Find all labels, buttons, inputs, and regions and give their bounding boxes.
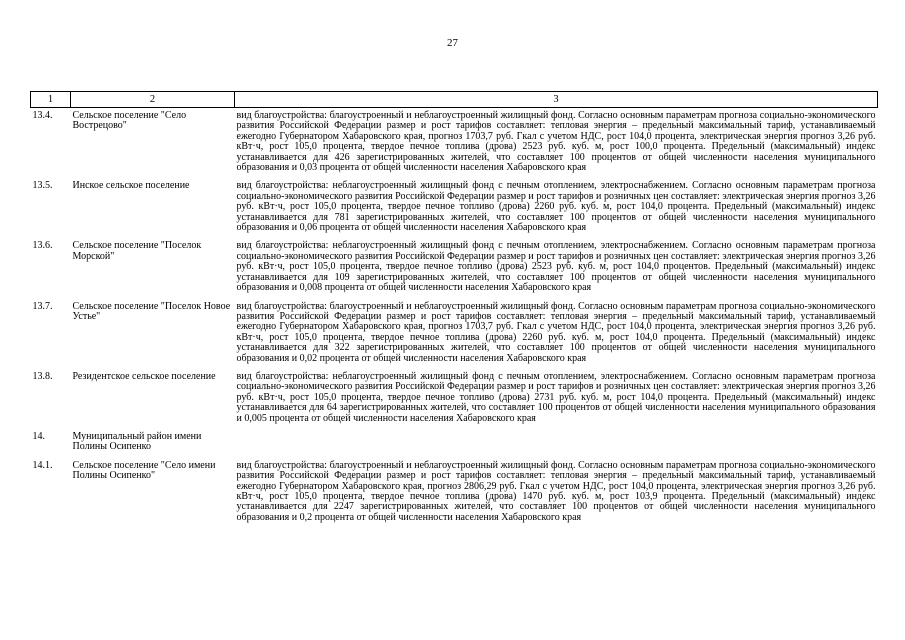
table-row bbox=[31, 299, 878, 369]
settlement-name: Сельское поселение "Село Вострецово" bbox=[72, 110, 187, 132]
row-number: 13.5. bbox=[32, 180, 53, 192]
row-number: 14. bbox=[32, 430, 45, 442]
table-row bbox=[31, 369, 878, 429]
row-description: вид благоустройства: благоустроенный и неблагоустроенный жилищный фонд. Согласно основным параметрам прогноза социально-экономического развития Российской Федерации размер и рост тарифов составляет: тепловая энергия – предельный максимальный тариф, устанавливаемый ежегодно Губернатором Хабаровского края, прогноз 1703,7 руб. Гкал с учетом НДС, рост 104,0 процента, электрическая энергия прогноз 3,26 руб. кВт·ч, рост 105,0 процента, твердое печное топлива (дрова) 2260 руб. куб. м, рост 104,0 процента. Предельный (максимальный) индекс устанавливается для 322 зарегистрированных жителей, что составляет 100 процентов от общей численности населения муниципального образования и 0,02 процента от общей численности населения Хабаровского края bbox=[236, 300, 876, 364]
page-number: 27 bbox=[447, 37, 458, 49]
column-header-3: 3 bbox=[235, 92, 878, 108]
row-number: 13.6. bbox=[32, 240, 53, 252]
table-row bbox=[31, 178, 878, 238]
table-row bbox=[31, 458, 878, 528]
row-description: вид благоустройства: неблагоустроенный жилищный фонд с печным отоплением, электроснабжением. Согласно основным параметрам прогноза социально-экономического развития Российской Федерации размер и рост тарифов и розничных цен составляет: электрическая энергия прогноз 3,26 руб. кВт·ч, рост 105,0 процента, твердое печное топливо (дрова) 2731 руб. куб. м, рост 104,0 процента. Предельный (максимальный) индекс устанавливается для 64 зарегистрированных жителей, что составляет 100 процентов от общей численности населения муниципального образования и 0,005 процента от общей численности населения Хабаровского края bbox=[236, 370, 876, 424]
tariff-table bbox=[30, 91, 878, 528]
row-number: 13.7. bbox=[32, 300, 53, 312]
settlement-name: Резидентское сельское поселение bbox=[72, 370, 216, 382]
row-description: вид благоустройства: благоустроенный и неблагоустроенный жилищный фонд. Согласно основным параметрам прогноза социально-экономического развития Российской Федерации размер и рост тарифов составляет: тепловая энергия – предельный максимальный тариф, устанавливаемый ежегодно Губернатором Хабаровского края, прогноз 2806,29 руб. Гкал с учетом НДС, рост 104,0 процента, электрическая энергия прогноз 3,26 руб. кВт·ч, рост 105,0 процента, твердое печное топлива (дрова) 1470 руб. куб. м, рост 103,9 процента. Предельный (максимальный) индекс устанавливается для 2247 зарегистрированных жителей, что составляет 100 процентов от общей численности населения муниципального образования и 0,2 процента от общей численности населения Хабаровского края bbox=[236, 459, 876, 523]
row-description: вид благоустройства: благоустроенный и неблагоустроенный жилищный фонд. Согласно основным параметрам прогноза социально-экономического развития Российской Федерации размер и рост тарифов составляет: тепловая энергия – предельный максимальный тариф, устанавливаемый ежегодно Губернатором Хабаровского края, прогноз 1703,7 руб. Гкал с учетом НДС, рост 104,0 процента, электрическая энергия прогноз 3,26 руб. кВт·ч, рост 105,0 процента, твердое печное топлива (дрова) 2523 руб. куб. м, рост 100,0 процента. Предельный (максимальный) индекс устанавливается для 426 зарегистрированных жителей, что составляет 100 процентов от общей численности населения муниципального образования и 0,03 процента от общей численности населения Хабаровского края bbox=[236, 110, 876, 174]
district-name: Муниципальный район имени Полины Осипенко bbox=[72, 430, 202, 453]
column-header-1: 1 bbox=[31, 92, 71, 108]
column-header-2: 2 bbox=[71, 92, 235, 108]
table-row bbox=[31, 238, 878, 298]
row-number: 13.4. bbox=[32, 110, 53, 121]
settlement-name: Сельское поселение "Поселок Новое Устье" bbox=[72, 300, 231, 322]
row-description: вид благоустройства: неблагоустроенный жилищный фонд с печным отоплением, электроснабжением. Согласно основным параметрам прогноза социально-экономического развития Российской Федерации размер и рост тарифов и розничных цен составляет: электрическая энергия прогноз 3,26 руб. кВт·ч, рост 105,0 процента, твердое печное топливо (дрова) 2260 руб. куб. м, рост 104,0 процента. Предельный (максимальный) индекс устанавливается для 781 зарегистрированных жителей, что составляет 100 процентов от общей численности населения муниципального образования и 0,06 процента от общей численности населения Хабаровского края bbox=[236, 180, 876, 234]
table-row bbox=[31, 108, 878, 179]
table-row bbox=[31, 429, 878, 458]
row-description: вид благоустройства: неблагоустроенный жилищный фонд с печным отоплением, электроснабжением. Согласно основным параметрам прогноза социально-экономического развития Российской Федерации размер и рост тарифов и розничных цен составляет: электрическая энергия прогноз 3,26 руб. кВт·ч, рост 105,0 процента, твердое печное топливо (дрова) 2523 руб. куб. м, рост 104,0 процентов. Предельный (максимальный) индекс устанавливается для 109 зарегистрированных жителей, что составляет 100 процентов от общей численности населения муниципального образования и 0,008 процента от общей численности населения Хабаровского края bbox=[236, 240, 876, 294]
row-description bbox=[235, 429, 878, 458]
settlement-name: Инское сельское поселение bbox=[72, 180, 190, 192]
table-header-row bbox=[31, 92, 878, 108]
row-number: 14.1. bbox=[32, 459, 53, 471]
settlement-name: Сельское поселение "Село имени Полины Осипенко" bbox=[72, 459, 216, 482]
settlement-name: Сельское поселение "Поселок Морской" bbox=[72, 240, 202, 262]
row-number: 13.8. bbox=[32, 370, 53, 382]
